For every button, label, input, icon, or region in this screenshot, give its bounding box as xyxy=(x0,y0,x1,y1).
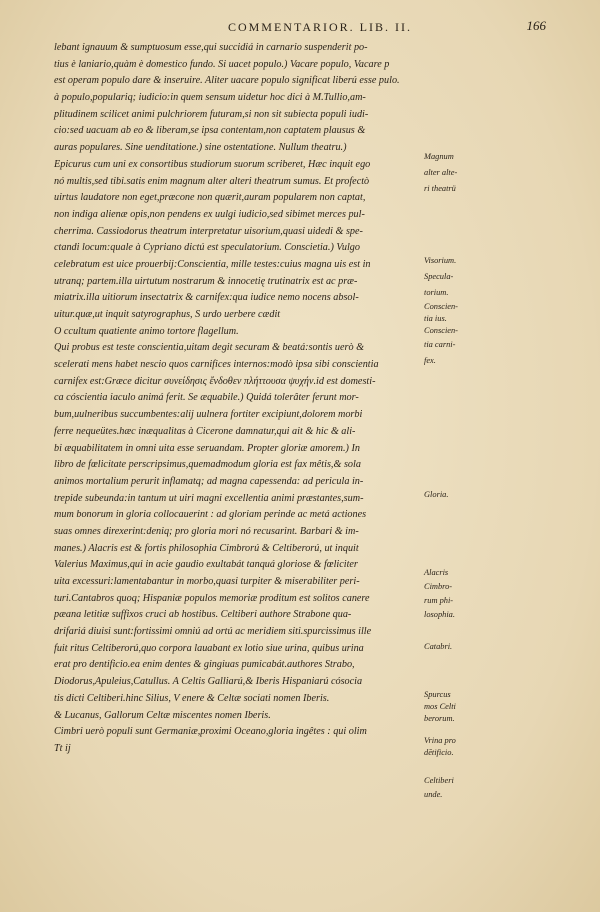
text-line: uirtus laudatore non eget,præcone non quærit,auram popularem non captat, xyxy=(54,192,366,204)
margin-note: Catabri. xyxy=(424,642,453,651)
text-line: erat pro dentificio.ea enim dentes & gingiuas pumicabát.authores Strabo, xyxy=(54,659,355,671)
text-line: fuit ritus Celtiberorú,quo corpora lauabant ex lotio siue urina, quibus urina xyxy=(54,642,364,654)
margin-note: rum phi- xyxy=(424,596,454,605)
main-text-column xyxy=(54,40,422,758)
margin-note: Alacris xyxy=(424,568,449,577)
text-line: ctandi locum:quale à Cypriano dictú est speculatorium. Conscietia.) Vulgo xyxy=(54,242,360,254)
text-line: auras populares. Sine uenditatione.) sine ostentatione. Nullum theatru.) xyxy=(54,142,347,154)
text-line: est operam populo dare & inseruire. Aliter uacare populo significat liberú esse pulo. xyxy=(54,75,400,87)
text-line: pæana letitiæ suffixos cruci ab hostibus. Celtiberi authore Strabone qua- xyxy=(54,609,352,621)
running-header xyxy=(100,18,546,35)
text-line: non indiga alienæ opis,non pendens ex uulgi iudicio,sed sibimet merces pul- xyxy=(54,208,365,220)
text-line: bi æquabilitatem in omni uita esse seruandam. Propter gloriæ amorem.) In xyxy=(54,442,360,454)
margin-note: Specula- xyxy=(424,272,454,281)
text-line: drifariá diuisi sunt:fortissimi omniú ad ortú ac meridiem siti.spurcissimus ille xyxy=(54,626,372,638)
text-line: libro de fœlicitate perscripsimus,quemadmodum gloria est fax mêtis,& sola xyxy=(54,459,361,471)
text-line: suas omnes direxerint:deniq; pro gloria mori nó recusarint. Barbari & im- xyxy=(54,525,359,537)
text-line: Cimbri uerò populi sunt Germaniæ,proximi Oceano,gloria ingêtes : qui olim xyxy=(54,726,367,738)
text-line: Epicurus cum uni ex consortibus studiorum suorum scriberet, Hæc inquit ego xyxy=(54,158,371,170)
margin-note: torium. xyxy=(424,288,449,297)
margin-note: berorum. xyxy=(424,714,455,723)
margin-note: Vrina pro xyxy=(424,736,456,745)
margin-note: Celtiberi xyxy=(424,776,454,785)
text-line: Tt ij xyxy=(54,742,71,754)
text-line: ferre nequeütes.hæc inæqualitas à Cicerone damnatur,qui ait & hic & ali- xyxy=(54,425,356,437)
text-line: tis dicti Celtiberi.hinc Silius, V enere & Celtæ sociati nomen Iberis. xyxy=(54,692,330,704)
margin-note: dētificio. xyxy=(424,748,454,757)
text-line: trepide subeunda:in tantum ut uiri magni excellentia animi præstantes,sum- xyxy=(54,492,364,504)
text-line: celebratum est uice prouerbij:Conscientia, mille testes:cuius magna uis est in xyxy=(54,258,371,270)
margin-note: tia carni- xyxy=(424,340,456,349)
running-title: COMMENTARIOR. LIB. II. xyxy=(227,20,413,34)
margin-note: mos Celti xyxy=(424,702,456,711)
folio-number: 166 xyxy=(526,18,546,33)
text-line: Diodorus,Apuleius,Catullus. A Celtis Galliarú,& Iberis Hispaniarú cósocia xyxy=(54,676,363,688)
text-line: miatrix.illa uitiorum insectatrix & carnifex:qua iudice nemo nocens absol- xyxy=(54,292,359,304)
margin-note: Visorium. xyxy=(424,256,457,265)
text-line: uita excessuri:lamentabantur in morbo,quasi turpiter & miserabiliter peri- xyxy=(54,576,360,587)
text-line: plitudinem scilicet animi pulchriorem futuram,si non sit subiecta populi iudi- xyxy=(54,108,369,120)
text-line: cio:sed uacuam ab eo & liberam,se ipsa contentam,non captatem plausus & xyxy=(54,125,366,137)
margin-note: ri theatrü xyxy=(424,184,456,193)
text-line: lebant ignauum & sumptuosum esse,qui succidiá in carnario suspenderit po- xyxy=(54,42,368,53)
text-line: turi.Cantabros quoq; Hispaniæ populos memoriæ proditum est solitos canere xyxy=(54,592,370,604)
margin-note: Gloria. xyxy=(424,490,449,499)
text-line: & Lucanus, Gallorum Celtæ miscentes nomen Iberis. xyxy=(54,709,271,721)
text-line: ca cóscientia iaculo animá ferit. Se æquabile.) Quidá tolerâter ferunt mor- xyxy=(54,392,359,404)
text-line: manes.) Alacris est & fortis philosophia Cimbrorú & Celtiberorú, ut inquit xyxy=(54,542,359,554)
margin-note: fex. xyxy=(424,356,436,365)
text-line: tius è laniario,quàm è domestico fundo. Si uacet populo.) Vacare populo, Vacare p xyxy=(54,58,390,70)
margin-note: alter alte- xyxy=(424,168,458,177)
text-line: animos mortalium perurit inflamatq; ad magna capessenda: ad pericula in- xyxy=(54,475,364,487)
text-line: uitur.quæ,ut inquit satyrographus, S urdo uerbere cædit xyxy=(54,309,281,320)
text-line: à populo,populariq; iudicio:in quem sensum uidetur hoc dici à M.Tullio,am- xyxy=(54,92,366,104)
text-line: bum,uulneribus succumbentes:alij uulnera fortiter excipiunt,dolorem morbi xyxy=(54,409,363,421)
margin-note: losophia. xyxy=(424,610,455,619)
text-line: Qui probus est teste conscientia,uitam degit securam & beatá:sontis uerò & xyxy=(54,342,365,354)
text-line: utranq; partem.illa uirtutum nostrarum & innocetię trutinatrix est ac præ- xyxy=(54,275,358,287)
margin-note: unde. xyxy=(424,790,443,799)
margin-note: Magnum xyxy=(424,152,454,161)
text-line: scelerati mens habet nescio quos carnifices internos:modò ipsa sibi conscientia xyxy=(54,359,379,371)
text-line: cherrima. Cassiodorus theatrum interpretatur uisorium,quasi uidedi & spe- xyxy=(54,225,363,237)
text-line: O ccultum quatiente animo tortore flagellum. xyxy=(54,325,239,337)
text-line: mum bonorum in gloria collocauerint : ad gloriam perinde ac metá actiones xyxy=(54,509,367,521)
margin-note: Conscien- xyxy=(424,326,458,335)
text-line: carnifex est:Græce dicitur συνείδησις ἔνδοθεν πλήττουσα ψυχήν.id est domesti- xyxy=(54,375,376,387)
margin-note: Cimbro- xyxy=(424,582,453,591)
margin-note: Conscien- xyxy=(424,302,458,311)
text-line: nó multis,sed tibi.satis enim magnum alter alteri theatrum sumus. Et profectò xyxy=(54,175,370,187)
margin-note: Spurcus xyxy=(424,690,451,699)
margin-note: tia ius. xyxy=(424,314,447,323)
text-line: Valerius Maximus,qui in acie gaudio exultabát tanquá gloriose & fœliciter xyxy=(54,559,358,571)
